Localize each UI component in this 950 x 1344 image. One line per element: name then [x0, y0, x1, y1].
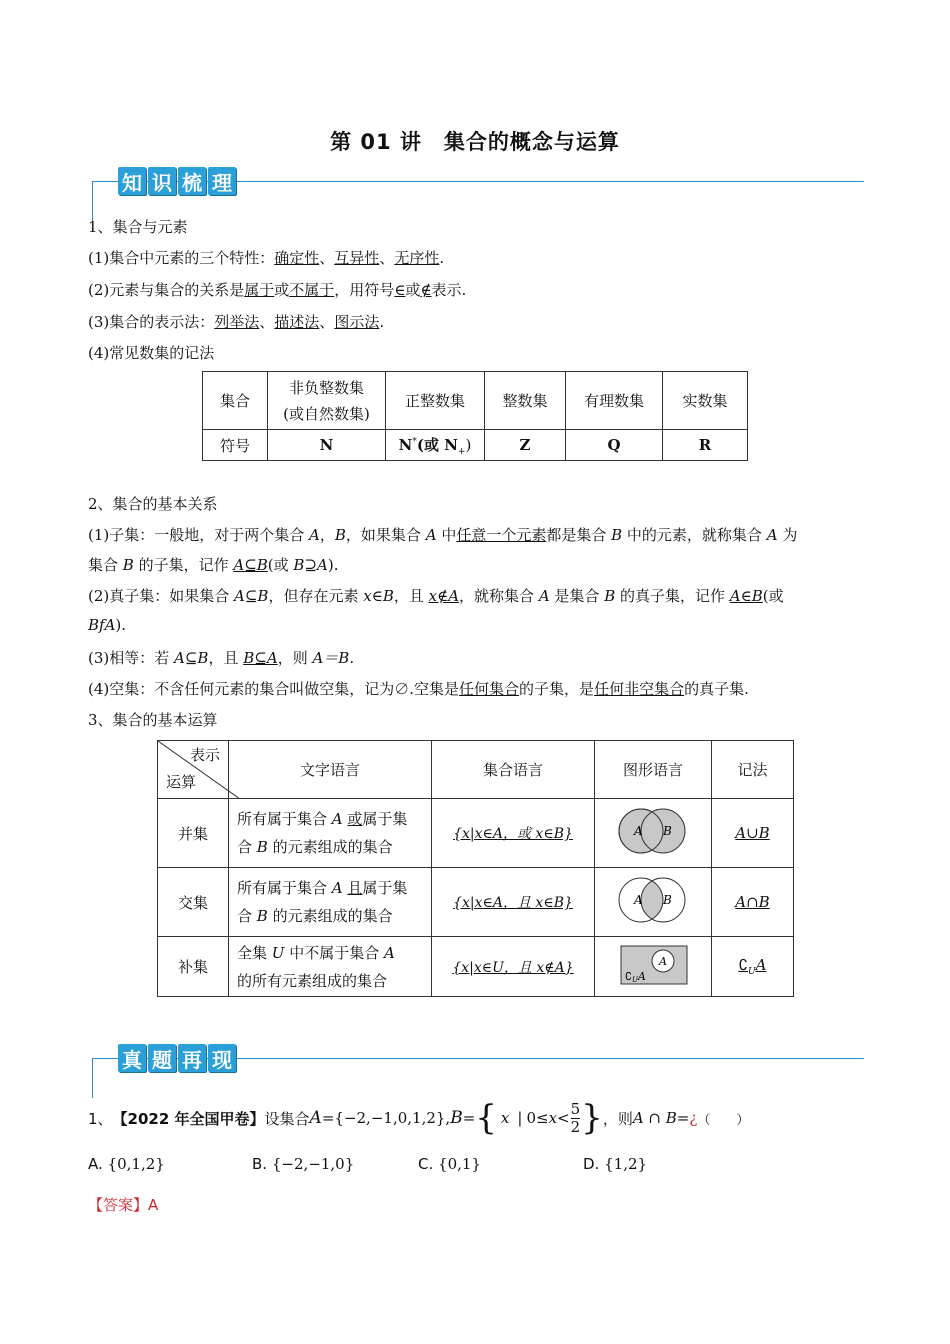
table-cell: 符号	[203, 430, 268, 461]
table-cell: 有理数集	[566, 372, 663, 430]
question-stem	[88, 1094, 749, 1142]
text: (或	[267, 556, 294, 574]
text-line	[88, 524, 797, 545]
banner-char: 识	[148, 167, 176, 195]
table-cell: R	[663, 430, 748, 461]
math: B	[122, 556, 134, 574]
answer-blank: 属于	[244, 281, 275, 299]
table-cell: A∪B	[712, 799, 794, 868]
option-d	[583, 1155, 647, 1173]
text: 的真子集.	[684, 680, 749, 698]
union-venn-diagram	[601, 799, 705, 863]
text: 合	[237, 907, 257, 925]
text: 合	[237, 838, 257, 856]
answer-blank: ∈	[394, 281, 406, 299]
question-number: 1、	[88, 1109, 113, 1128]
text: ，就称集合	[459, 587, 539, 605]
banner-char: 理	[208, 167, 236, 195]
math: B	[256, 838, 268, 856]
text-line	[88, 585, 784, 606]
text: 运算	[166, 773, 197, 791]
table-cell: 补集	[158, 937, 229, 997]
text: 、	[259, 313, 275, 331]
table-cell: {x|x∈U，且 x∉A}	[432, 937, 595, 997]
text: U	[748, 967, 756, 977]
text: 中	[436, 526, 457, 544]
text: U	[632, 975, 638, 984]
text-line	[88, 678, 749, 699]
venn-label: B	[663, 893, 672, 907]
text: ).	[115, 616, 127, 634]
option-value: {0,1}	[438, 1155, 481, 1173]
banner-char: 现	[208, 1044, 236, 1072]
table-cell	[595, 937, 712, 997]
answer-blank: x∉A	[428, 587, 460, 605]
left-brace: {	[475, 1098, 497, 1138]
math: {−2,−1,0,1,2}	[334, 1109, 446, 1127]
venn-label: A	[659, 954, 667, 968]
text: 属于集	[362, 810, 408, 828]
text: 的子集，记作	[133, 556, 234, 574]
math: |	[517, 1109, 523, 1127]
answer-blank: A⊆B	[233, 556, 268, 574]
text: ∁	[738, 956, 749, 974]
math: A	[331, 879, 343, 897]
text: (1)集合中元素的三个特性：	[88, 249, 275, 267]
math: U	[271, 943, 285, 962]
option-c	[418, 1155, 481, 1173]
text: .	[349, 649, 355, 667]
answer-blank: 互异性	[334, 249, 380, 267]
option-label: D.	[583, 1155, 600, 1173]
banner-char: 知	[118, 167, 146, 195]
math: =	[676, 1109, 690, 1127]
text-line	[88, 647, 354, 668]
table-header-diagonal	[158, 741, 229, 799]
text: 的元素组成的集合	[267, 838, 393, 856]
option-value: {1,2}	[604, 1155, 648, 1173]
answer-blank: 任何集合	[459, 680, 520, 698]
table-cell	[268, 372, 386, 430]
text: (1)子集：一般地，对于两个集合	[88, 526, 310, 544]
text: ，则	[602, 1109, 633, 1128]
table-cell: 记法	[712, 741, 794, 799]
text-line	[88, 311, 384, 332]
banner-chips	[118, 167, 236, 195]
text: +	[457, 446, 466, 457]
text: 或	[274, 281, 290, 299]
math: x	[548, 1109, 558, 1127]
table-cell: 图形语言	[595, 741, 712, 799]
text-line	[88, 616, 126, 634]
option-value: {0,1,2}	[107, 1155, 165, 1173]
math: A	[383, 943, 395, 962]
table-row	[158, 937, 794, 997]
banner-char: 再	[178, 1044, 206, 1072]
math: B	[256, 907, 268, 925]
table-row	[203, 372, 748, 430]
table-cell: 集合语言	[432, 741, 595, 799]
text: (3)集合的表示法：	[88, 313, 215, 331]
text: *	[412, 436, 417, 447]
text: 的元素组成的集合	[267, 907, 393, 925]
denominator: 2	[570, 1117, 581, 1136]
table-row	[203, 430, 748, 461]
text: ,	[445, 1109, 451, 1127]
math: BfA	[88, 616, 116, 634]
text: ，	[319, 526, 335, 544]
venn-label: B	[663, 824, 672, 838]
text: 的真子集，记作	[615, 587, 730, 605]
intersection-venn-diagram	[601, 868, 705, 932]
table-cell	[229, 868, 432, 937]
number-sets-table	[202, 371, 748, 461]
table-cell: 集合	[203, 372, 268, 430]
option-label: C.	[418, 1155, 434, 1173]
table-cell	[595, 868, 712, 937]
table-cell: 实数集	[663, 372, 748, 430]
math: <	[557, 1109, 570, 1127]
option-label: A.	[88, 1155, 103, 1173]
text: (3)相等：若	[88, 649, 175, 667]
text: ，但存在元素	[268, 587, 364, 605]
banner-stem	[92, 181, 93, 221]
answer-paren: （ ）	[697, 1112, 750, 1128]
math: B	[334, 526, 346, 544]
text-line	[88, 279, 466, 300]
fraction	[571, 1101, 581, 1136]
section-heading: 3、集合的基本运算	[88, 711, 218, 729]
math: =	[462, 1109, 476, 1127]
text: 、	[319, 313, 335, 331]
answer-blank: 无序性	[394, 249, 440, 267]
answer-line	[88, 1194, 158, 1215]
table-cell: {x|x∈A，且 x∈B}	[432, 868, 595, 937]
text: )	[465, 435, 472, 454]
text-line	[88, 554, 338, 575]
numerator: 5	[570, 1099, 581, 1118]
math: A ∩ B	[632, 1109, 677, 1127]
banner-chips	[118, 1044, 236, 1072]
math: A	[331, 810, 343, 828]
answer-blank: 且	[347, 879, 363, 897]
table-cell	[712, 937, 794, 997]
text: ).	[327, 556, 339, 574]
table-cell: 文字语言	[229, 741, 432, 799]
option-label: B.	[252, 1155, 268, 1173]
math: 0≤	[526, 1109, 549, 1127]
section-heading: 2、集合的基本关系	[88, 495, 218, 513]
math: B	[611, 526, 623, 544]
math: A	[766, 526, 778, 544]
math: x∈B	[363, 587, 394, 605]
text: ∁	[625, 969, 632, 983]
math: x	[500, 1109, 510, 1127]
text: 的所有元素组成的集合	[237, 971, 388, 990]
text: (或 N	[416, 435, 458, 454]
text: 全集	[237, 943, 272, 962]
table-cell: 正整数集	[386, 372, 485, 430]
text: 、	[379, 249, 395, 267]
right-brace: }	[581, 1098, 603, 1138]
table-cell: 交集	[158, 868, 229, 937]
banner-char: 梳	[178, 167, 206, 195]
table-cell: Z	[485, 430, 566, 461]
answer-label: 【答案】	[88, 1196, 149, 1214]
set-operations-table	[157, 740, 794, 997]
math: B⊇A	[293, 556, 328, 574]
banner-char: 题	[148, 1044, 176, 1072]
table-cell	[595, 799, 712, 868]
table-cell: Q	[566, 430, 663, 461]
section-heading: 1、集合与元素	[88, 218, 188, 236]
math: A＝B	[312, 649, 350, 667]
text: 属于集	[362, 879, 408, 897]
text: 所有属于集合	[237, 879, 332, 897]
table-cell	[229, 799, 432, 868]
text: 为	[777, 526, 798, 544]
answer-blank: 任何非空集合	[594, 680, 685, 698]
text: ，用符号	[334, 281, 395, 299]
math: A	[425, 526, 437, 544]
text: 都是集合	[546, 526, 612, 544]
answer-blank: 确定性	[274, 249, 320, 267]
math: A	[538, 587, 550, 605]
text: .	[439, 249, 445, 267]
text: 的子集，是	[519, 680, 595, 698]
text-line	[88, 247, 444, 268]
text: 或	[405, 281, 421, 299]
text: (2)元素与集合的关系是	[88, 281, 245, 299]
text: (或	[762, 587, 784, 605]
table-row	[158, 799, 794, 868]
text: (2)真子集：如果集合	[88, 587, 235, 605]
answer-blank: B⊆A	[243, 649, 278, 667]
math: =	[321, 1109, 335, 1127]
answer-blank: 任意一个元素	[456, 526, 547, 544]
question-source: 【2022 年全国甲卷】	[112, 1109, 265, 1128]
text: 中的元素，就称集合	[622, 526, 767, 544]
table-cell	[229, 937, 432, 997]
math: B	[604, 587, 616, 605]
math: ¿	[689, 1109, 698, 1127]
text: 非负整数集	[288, 378, 364, 397]
table-cell: N	[268, 430, 386, 461]
math: A⊆B	[174, 649, 209, 667]
text: (4)空集：不含任何元素的集合叫做空集，记为∅.空集是	[88, 680, 460, 698]
text: 设集合	[264, 1109, 310, 1128]
math: A	[309, 526, 320, 544]
text: 是集合	[549, 587, 605, 605]
text: N	[398, 435, 413, 454]
text: 表示	[189, 746, 220, 764]
venn-label: A	[634, 824, 643, 838]
answer-blank: ∉	[420, 281, 432, 299]
answer-blank: A∈B	[729, 587, 763, 605]
table-cell: 整数集	[485, 372, 566, 430]
answer-blank: 不属于	[289, 281, 335, 299]
option-a	[88, 1155, 165, 1173]
table-cell: A∩B	[712, 868, 794, 937]
table-cell: 并集	[158, 799, 229, 868]
answer-value: A	[148, 1196, 159, 1214]
text: ，则	[277, 649, 313, 667]
banner-stem	[92, 1058, 93, 1098]
text: 所有属于集合	[237, 810, 332, 828]
answer-blank: 列举法	[214, 313, 260, 331]
banner-char: 真	[118, 1044, 146, 1072]
answer-blank: 或	[347, 810, 363, 828]
text: 表示.	[431, 281, 467, 299]
answer-blank: 描述法	[274, 313, 320, 331]
option-value: {−2,−1,0}	[271, 1155, 355, 1173]
complement-venn-diagram	[601, 939, 705, 991]
venn-label: A	[634, 893, 643, 907]
text: 、	[319, 249, 335, 267]
text: .	[379, 313, 385, 331]
text: A	[637, 969, 646, 983]
page-title: 第 01 讲 集合的概念与运算	[330, 130, 620, 154]
math: A⊆B	[234, 587, 269, 605]
math: A	[309, 1108, 322, 1128]
table-row	[158, 868, 794, 937]
math: B	[450, 1108, 463, 1128]
text: ，如果集合	[345, 526, 426, 544]
text-line: (4)常见数集的记法	[88, 344, 215, 362]
text: (或自然数集)	[283, 404, 370, 423]
text: ，且	[208, 649, 244, 667]
text: 中不属于集合	[284, 943, 384, 962]
table-cell: {x|x∈A，或 x∈B}	[432, 799, 595, 868]
answer-blank: 图示法	[334, 313, 380, 331]
text: 集合	[88, 556, 123, 574]
text: A	[755, 956, 767, 974]
table-row	[158, 741, 794, 799]
text: ，且	[393, 587, 429, 605]
option-b	[252, 1155, 354, 1173]
table-cell	[386, 430, 485, 461]
